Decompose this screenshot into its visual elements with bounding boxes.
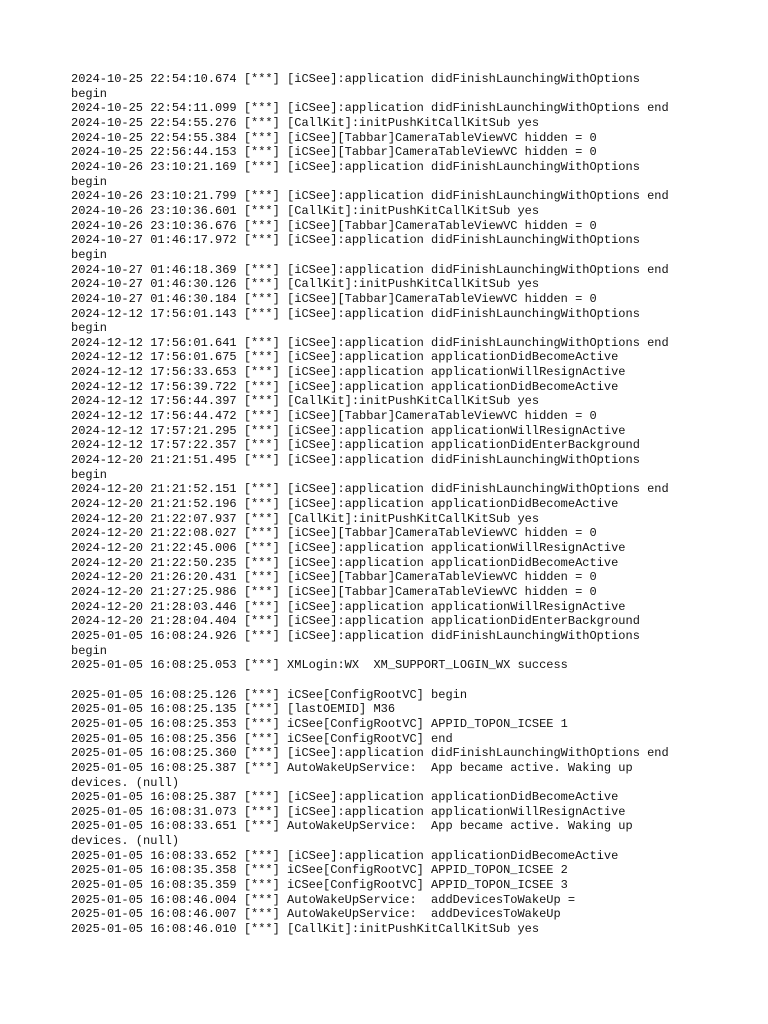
log-line: begin [71, 643, 108, 658]
log-line: 2024-12-20 21:21:51.495 [***] [iCSee]:application didFinishLaunchingWithOptions [71, 453, 640, 468]
log-line: 2024-12-12 17:56:44.472 [***] [iCSee][Tabbar]CameraTableViewVC hidden = 0 [71, 409, 597, 424]
log-line: 2025-01-05 16:08:31.073 [***] [iCSee]:application applicationWillResignActive [71, 804, 626, 819]
log-line: 2025-01-05 16:08:24.926 [***] [iCSee]:application didFinishLaunchingWithOptions [71, 628, 640, 643]
log-line: 2024-10-25 22:54:11.099 [***] [iCSee]:application didFinishLaunchingWithOptions end [71, 101, 669, 116]
log-line: 2024-10-25 22:56:44.153 [***] [iCSee][Tabbar]CameraTableViewVC hidden = 0 [71, 145, 597, 160]
log-line: 2024-12-20 21:22:07.937 [***] [CallKit]:initPushKitCallKitSub yes [71, 511, 540, 526]
log-line: 2024-12-20 21:26:20.431 [***] [iCSee][Tabbar]CameraTableViewVC hidden = 0 [71, 570, 597, 585]
log-line: 2024-12-12 17:56:39.722 [***] [iCSee]:application applicationDidBecomeActive [71, 379, 619, 394]
log-line: 2024-10-27 01:46:18.369 [***] [iCSee]:application didFinishLaunchingWithOptions end [71, 262, 669, 277]
log-line: begin [71, 247, 108, 262]
log-line: 2025-01-05 16:08:25.387 [***] [iCSee]:application applicationDidBecomeActive [71, 790, 619, 805]
log-line: 2024-12-20 21:28:03.446 [***] [iCSee]:application applicationWillResignActive [71, 599, 626, 614]
log-line: 2025-01-05 16:08:25.053 [***] XMLogin:WX XM_SUPPORT_LOGIN_WX success [71, 658, 568, 673]
log-line: 2024-10-26 23:10:36.601 [***] [CallKit]:initPushKitCallKitSub yes [71, 203, 540, 218]
log-line: 2025-01-05 16:08:25.135 [***] [lastOEMID] M36 [71, 702, 396, 717]
log-line: 2025-01-05 16:08:25.387 [***] AutoWakeUpService: App became active. Waking up [71, 760, 633, 775]
log-line: begin [71, 321, 108, 336]
log-line: 2024-12-20 21:22:45.006 [***] [iCSee]:application applicationWillResignActive [71, 541, 626, 555]
log-line: 2025-01-05 16:08:46.004 [***] AutoWakeUpService: addDevicesToWakeUp = [71, 892, 576, 907]
log-line: 2024-10-26 23:10:21.799 [***] [iCSee]:application didFinishLaunchingWithOptions end [71, 189, 669, 204]
log-line: 2024-12-20 21:22:08.027 [***] [iCSee][Tabbar]CameraTableViewVC hidden = 0 [71, 526, 597, 541]
log-text [71, 72, 701, 937]
log-line: 2025-01-05 16:08:33.651 [***] AutoWakeUpService: App became active. Waking up [71, 819, 633, 834]
log-line: 2024-10-25 22:54:10.674 [***] [iCSee]:application didFinishLaunchingWithOptions [71, 72, 640, 86]
log-line: 2024-12-12 17:56:01.143 [***] [iCSee]:application didFinishLaunchingWithOptions [71, 306, 640, 321]
log-line: 2024-12-12 17:56:01.641 [***] [iCSee]:application didFinishLaunchingWithOptions end [71, 335, 669, 350]
log-line: 2024-12-20 21:22:50.235 [***] [iCSee]:application applicationDidBecomeActive [71, 555, 619, 570]
log-line: begin [71, 467, 108, 482]
log-line: 2024-10-27 01:46:30.126 [***] [CallKit]:initPushKitCallKitSub yes [71, 277, 540, 292]
log-line: 2024-10-27 01:46:30.184 [***] [iCSee][Tabbar]CameraTableViewVC hidden = 0 [71, 291, 597, 306]
log-line: 2024-10-26 23:10:36.676 [***] [iCSee][Tabbar]CameraTableViewVC hidden = 0 [71, 218, 597, 233]
log-line: 2025-01-05 16:08:46.007 [***] AutoWakeUpService: addDevicesToWakeUp [71, 907, 561, 922]
log-line: 2025-01-05 16:08:35.359 [***] iCSee[ConfigRootVC] APPID_TOPON_ICSEE 3 [71, 878, 568, 893]
log-line: begin [71, 86, 108, 101]
log-line: 2025-01-05 16:08:33.652 [***] [iCSee]:application applicationDidBecomeActive [71, 848, 619, 863]
log-line: 2024-12-12 17:57:22.357 [***] [iCSee]:application applicationDidEnterBackground [71, 438, 640, 453]
log-line: 2025-01-05 16:08:35.358 [***] iCSee[ConfigRootVC] APPID_TOPON_ICSEE 2 [71, 863, 568, 878]
log-line: 2024-10-26 23:10:21.169 [***] [iCSee]:application didFinishLaunchingWithOptions [71, 159, 640, 174]
log-line: devices. (null) [71, 775, 180, 790]
log-line: 2024-12-12 17:57:21.295 [***] [iCSee]:application applicationWillResignActive [71, 423, 626, 438]
log-line [71, 673, 701, 688]
log-line: 2025-01-05 16:08:25.356 [***] iCSee[ConfigRootVC] end [71, 731, 453, 746]
log-line: 2024-12-20 21:21:52.196 [***] [iCSee]:application applicationDidBecomeActive [71, 497, 619, 512]
log-line: begin [71, 174, 108, 189]
log-line: 2024-12-20 21:21:52.151 [***] [iCSee]:application didFinishLaunchingWithOptions end [71, 482, 669, 497]
log-line: 2024-12-20 21:28:04.404 [***] [iCSee]:application applicationDidEnterBackground [71, 614, 640, 629]
log-line: 2025-01-05 16:08:25.126 [***] iCSee[ConfigRootVC] begin [71, 687, 468, 702]
log-line: 2025-01-05 16:08:46.010 [***] [CallKit]:initPushKitCallKitSub yes [71, 922, 540, 937]
log-line: devices. (null) [71, 834, 180, 849]
log-line: 2024-10-25 22:54:55.276 [***] [CallKit]:initPushKitCallKitSub yes [71, 115, 540, 130]
log-line: 2024-10-27 01:46:17.972 [***] [iCSee]:application didFinishLaunchingWithOptions [71, 233, 640, 248]
log-line: 2025-01-05 16:08:25.360 [***] [iCSee]:application didFinishLaunchingWithOptions end [71, 746, 669, 761]
log-line: 2024-12-12 17:56:33.653 [***] [iCSee]:application applicationWillResignActive [71, 365, 626, 380]
log-line: 2024-10-25 22:54:55.384 [***] [iCSee][Tabbar]CameraTableViewVC hidden = 0 [71, 130, 597, 145]
log-line: 2024-12-20 21:27:25.986 [***] [iCSee][Tabbar]CameraTableViewVC hidden = 0 [71, 584, 597, 599]
log-line: 2025-01-05 16:08:25.353 [***] iCSee[ConfigRootVC] APPID_TOPON_ICSEE 1 [71, 716, 568, 731]
log-line: 2024-12-12 17:56:01.675 [***] [iCSee]:application applicationDidBecomeActive [71, 350, 619, 365]
log-line: 2024-12-12 17:56:44.397 [***] [CallKit]:initPushKitCallKitSub yes [71, 394, 540, 409]
